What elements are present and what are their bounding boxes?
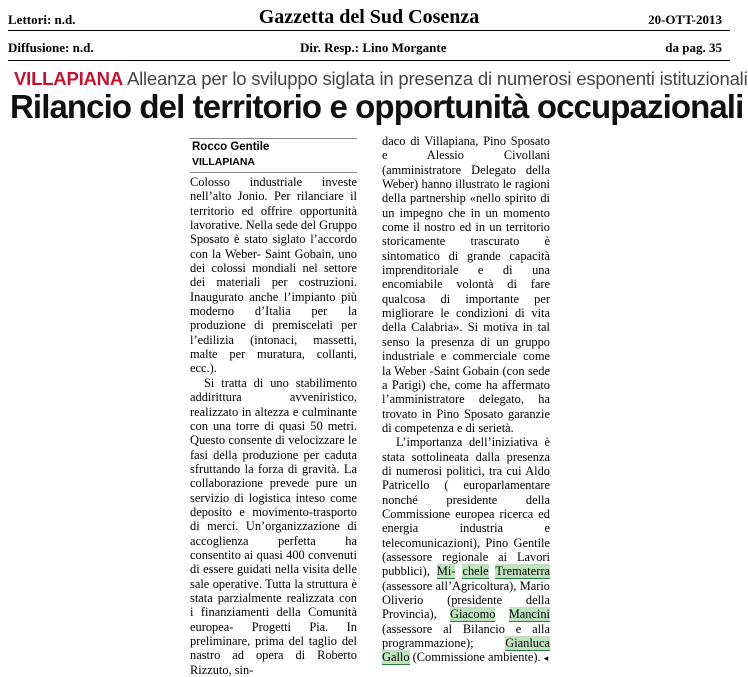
header-divider-top	[8, 30, 730, 31]
article-column-1	[190, 175, 357, 677]
paragraph-text: (Commissione ambiente).	[409, 650, 544, 665]
highlighted-name: Mi-	[436, 564, 456, 579]
paragraph	[382, 435, 550, 666]
kicker	[14, 68, 748, 90]
page-reference: da pag. 35	[665, 40, 722, 55]
readers-label: Lettori: n.d.	[8, 12, 76, 27]
highlighted-name: Mancini	[508, 607, 550, 622]
highlighted-name: Trematerra	[495, 564, 550, 579]
circulation-label: Diffusione: n.d.	[8, 40, 94, 55]
publication-date: 20-OTT-2013	[648, 12, 722, 27]
author: Rocco Gentile	[192, 141, 270, 153]
paragraph-text: (assessore al Bilancio e alla programmazione);	[382, 621, 550, 651]
newspaper-title: Gazzetta del Sud Cosenza	[258, 6, 480, 28]
header-divider-bottom	[8, 60, 730, 61]
column-divider	[190, 172, 357, 173]
byline-divider	[190, 138, 357, 139]
highlighted-name: Gallo	[382, 650, 410, 665]
dateline: VILLAPIANA	[192, 156, 255, 168]
paragraph: Colosso industriale investe nell’alto Jonio. Per rilanciare il territorio ed offrire opportunità lavorative. Nella sede del Gruppo Sposato è stato siglato l’accordo con la Weber- Saint Gobain, uno dei colossi mondiali nel settore dei materiali per costruzioni. Inaugurato anche l’impianto più moderno d’Italia per la produzione di premiscelati per l’edilizia (intonaci, massetti, malte per muratura, collanti, ecc.).	[190, 175, 357, 376]
headline: Rilancio del territorio e opportunità occupazionali	[10, 88, 744, 125]
article-column-2	[382, 134, 550, 665]
paragraph-text: (assessore all’Agricoltura), Mario Oliverio (presidente della Provincia),	[382, 578, 550, 622]
paragraph: Si tratta di uno stabilimento addirittura avveniristico, realizzato in altezza e culminante con una torre di quasi 50 metri. Questo consente di velocizzare le fasi della produzione per caduta sfruttando la forza di gravità. La collaborazione prevede pure un servizio di logistica inteso come deposito e movimento-trasporto di merci. Un’organizzazione di accoglienza perfetta ha consentito ai quasi 400 convenuti di essere guidati nella visita delle sale operative. Tutta la struttura è stata parzialmente realizzata con i finanziamenti della Comunità europea- Progetti Pia. In preliminare, prima del taglio del nastro ad opera di Roberto Rizzuto, sin-	[190, 375, 357, 677]
highlighted-name: Giacomo	[450, 607, 496, 622]
end-mark-icon: ◂	[543, 653, 549, 664]
highlighted-name: Gianluca	[505, 636, 550, 651]
kicker-text: Alleanza per lo sviluppo siglata in presenza di numerosi esponenti istituzionali	[126, 68, 748, 89]
paragraph-text: L’importanza dell’iniziativa è stata sottolineata dalla presenza di numerosi politici, tra cui Aldo Patricello ( europarlamentare nonché presidente della Commissione europea ricerca ed energia industria e telecomunicazioni), Pino Gentile (assessore regionale ai Lavori pubblici),	[382, 435, 550, 579]
highlighted-name: chele	[462, 564, 489, 579]
paragraph: daco di Villapiana, Pino Sposato e Alessio Civollani (amministratore Delegato della Weber) hanno illustrato le ragioni della partnership «nello spirito di un impegno che in un momento come il nostro ed in un territorio storicamente trascurato è sintomatico di grande capacità imprenditoriale e di una encomiabile volontà di fare qualcosa di importante per migliorare le condizioni di vita della Calabria». Si motiva in tal senso la presenza di un gruppo industriale e commerciale come la Weber -Saint Gobain (con sede a Parigi) che, come ha affermato l’amministratore delegato, ha trovato in Pino Sposato garanzie di competenza e di serietà.	[382, 134, 550, 435]
editor-in-chief: Dir. Resp.: Lino Morgante	[300, 40, 447, 55]
kicker-location: VILLAPIANA	[14, 68, 124, 89]
